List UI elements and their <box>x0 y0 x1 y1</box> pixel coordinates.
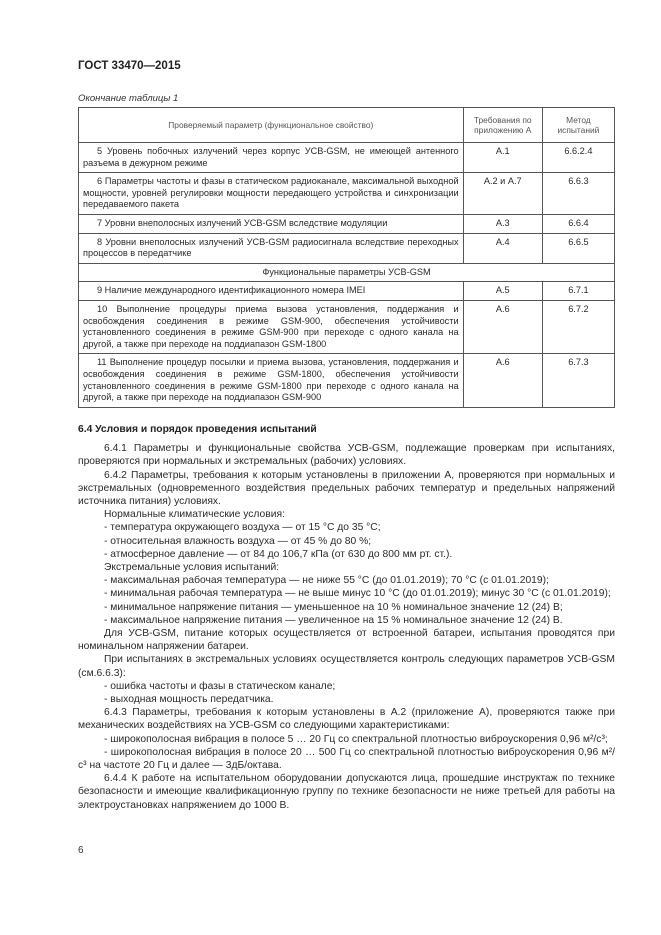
row-param: 10 Выполнение процедуры приема вызова установления, поддержания и освобождения соединения в режиме GSM-900, обеспечения устойчивости установленного соединения в режиме GSM-900 при переходе с одного канала на другой, а также при переходе на поддиапазон GSM-1800 <box>79 300 464 353</box>
normal-conditions-heading: Нормальные климатические условия: <box>104 509 285 521</box>
paragraph-6-4-4: 6.4.4 К работе на испытательном оборудовании допускаются лица, прошедшие инструктаж по технике безопасности и имеющие квалификационную группу по технике безопасности не ниже третьей для работы на электроустановках напряжением до 1000 В. <box>78 773 615 811</box>
list-item: - атмосферное давление — от 84 до 106,7 кПа (от 630 до 800 мм рт. ст.). <box>104 548 453 560</box>
row-param: 9 Наличие международного идентификационного номера IMEI <box>79 282 464 301</box>
row-param: 5 Уровень побочных излучений через корпус УСВ-GSM, не имеющей антенного разъема в дежурном режиме <box>79 143 464 173</box>
table-row <box>79 173 615 215</box>
page-number: 6 <box>78 845 84 856</box>
table-section-row <box>79 263 615 282</box>
paragraph-6-4-2: 6.4.2 Параметры, требования к которым установлены в приложении А, проверяются при нормальных и экстремальных (одновременного воздействия предельных рабочих температур и предельных напряжений источника питания) условиях. <box>78 469 615 508</box>
table-row <box>79 214 615 233</box>
requirements-table <box>78 107 615 408</box>
row-method: 6.6.5 <box>542 233 614 263</box>
table-row <box>79 143 615 173</box>
row-req: А.2 и А.7 <box>463 173 542 215</box>
header-method: Метод испытаний <box>542 108 614 143</box>
header-param: Проверяемый параметр (функциональное свойство) <box>79 108 464 143</box>
row-method: 6.6.4 <box>542 214 614 233</box>
row-param: 6 Параметры частоты и фазы в статическом радиоканале, максимальной выходной мощности, уровней регулировки мощности передающего устройства и синхронизации передаваемого пакета <box>79 173 464 215</box>
document-header: ГОСТ 33470—2015 <box>78 60 181 72</box>
row-method: 6.7.2 <box>542 300 614 353</box>
list-item: - минимальное напряжение питания — уменьшенное на 10 % номинальное значение 12 (24) В; <box>104 601 563 613</box>
row-req: А.1 <box>463 143 542 173</box>
row-method: 6.7.1 <box>542 282 614 301</box>
row-param: 8 Уровни внеполосных излучений УСВ-GSM радиосигнала вследствие переходных процессов в передатчике <box>79 233 464 263</box>
paragraph-6-4-3: 6.4.3 Параметры, требования к которым установлены в А.2 (приложение А), проверяются также при механических воздействиях на УСВ-GSM со следующими характеристиками: <box>78 707 615 732</box>
list-item: - относительная влажность воздуха — от 45 % до 80 %; <box>104 535 372 547</box>
list-item: - максимальная рабочая температура — не ниже 55 °С (до 01.01.2019); 70 °С (с 01.01.2019); <box>104 575 549 587</box>
section-heading: Функциональные параметры УСВ-GSM <box>79 263 615 282</box>
extreme-conditions-heading: Экстремальные условия испытаний: <box>104 562 280 574</box>
table-row <box>79 354 615 407</box>
list-item: - широкополосная вибрация в полосе 5 … 20 Гц со спектральной плотностью виброускорения 0,96 м²/с³; <box>104 733 608 745</box>
row-param: 11 Выполнение процедур посылки и приема вызова, установления, поддержания и освобождения соединения в режиме GSM-1800, обеспечения устойчивости установленного соединения в режиме GSM-1800 при переходе с одного канала на другой, а также при переходе на поддиапазон GSM-900 <box>79 354 464 407</box>
extreme-control-paragraph: При испытаниях в экстремальных условиях осуществляется контроль следующих параметров УСВ-GSM (см.6.6.3): <box>78 654 615 679</box>
table-row <box>79 282 615 301</box>
row-req: А.6 <box>463 300 542 353</box>
row-method: 6.6.2.4 <box>542 143 614 173</box>
list-item: - температура окружающего воздуха — от 15 °С до 35 °С; <box>104 522 381 534</box>
row-method: 6.7.3 <box>542 354 614 407</box>
row-req: А.6 <box>463 354 542 407</box>
section-title: 6.4 Условия и порядок проведения испытаний <box>78 424 317 435</box>
table-header-row <box>79 108 615 143</box>
paragraph-6-4-1: 6.4.1 Параметры и функциональные свойства УСВ-GSM, подлежащие проверкам при испытаниях, проверяются при нормальных и экстремальных (рабочих) условиях. <box>78 443 615 468</box>
table-row <box>79 300 615 353</box>
row-req: А.5 <box>463 282 542 301</box>
row-method: 6.6.3 <box>542 173 614 215</box>
list-item: - максимальное напряжение питания — увеличенное на 15 % номинальное значение 12 (24) В. <box>104 614 563 626</box>
list-item: - ошибка частоты и фазы в статическом канале; <box>104 680 336 692</box>
list-item: - выходная мощность передатчика. <box>104 694 274 706</box>
row-param: 7 Уровни внеполосных излучений УСВ-GSM вследствие модуляции <box>79 214 464 233</box>
header-req: Требования по приложению А <box>463 108 542 143</box>
section-body <box>78 423 615 812</box>
list-item: - широкополосная вибрация в полосе 20 … 500 Гц со спектральной плотностью виброускорения 0,96 м²/с³ на частоте 20 Гц и далее — 3дБ/октава. <box>78 746 615 772</box>
row-req: А.4 <box>463 233 542 263</box>
list-item: - минимальная рабочая температура — не выше минус 10 °С (до 01.01.2019); минус 30 °С (с 01.01.2019); <box>104 588 611 600</box>
table-row <box>79 233 615 263</box>
battery-paragraph: Для УСВ-GSM, питание которых осуществляется от встроенной батареи, испытания проводятся при номинальном напряжении батареи. <box>78 628 615 653</box>
table-caption: Окончание таблицы 1 <box>78 93 179 104</box>
row-req: А.3 <box>463 214 542 233</box>
